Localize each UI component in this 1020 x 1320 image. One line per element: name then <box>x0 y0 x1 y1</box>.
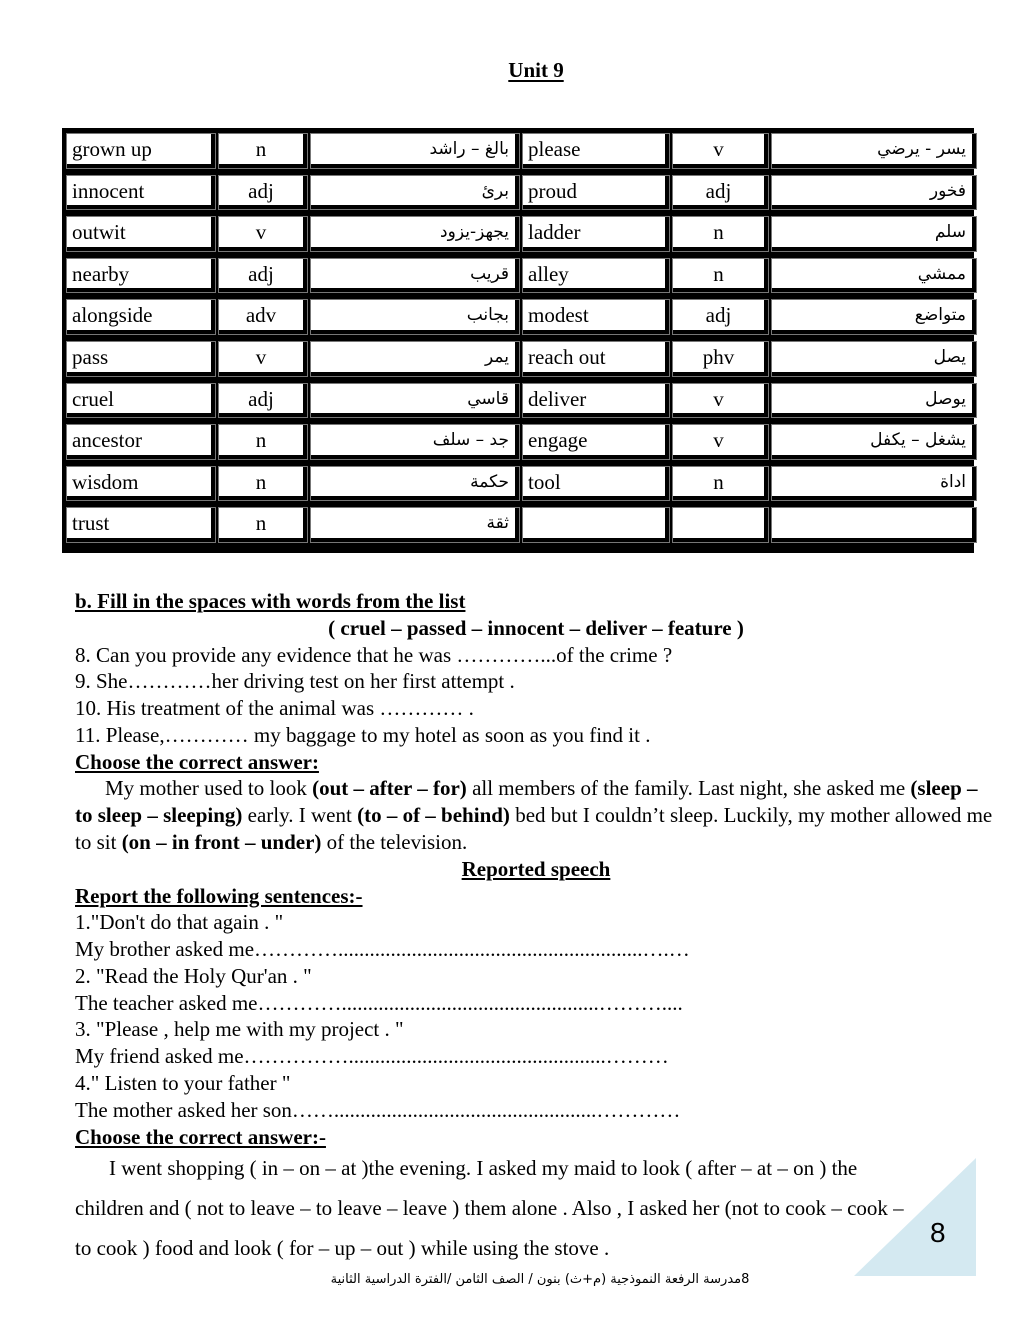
vocab-arabic-meaning: متواضع <box>772 300 976 334</box>
answer-options: (sleep – to sleep – sleeping) <box>75 776 978 827</box>
choose-line-2: children and ( not to leave – to leave – leave ) them alone . Also , I asked her (not to cook – cook – <box>75 1196 904 1220</box>
fill-in-heading: b. Fill in the spaces with words from the list <box>75 589 466 613</box>
choose-line-1: I went shopping ( in – on – at )the evening. I asked my maid to look ( after – at – on ) the <box>109 1156 858 1180</box>
vocab-word: alley <box>523 259 669 293</box>
vocab-word: nearby <box>67 259 215 293</box>
vocab-part-of-speech <box>673 508 768 542</box>
vocab-word: reach out <box>523 342 669 376</box>
vocab-part-of-speech: n <box>673 467 768 501</box>
answer-options: (out – after – for) <box>312 776 467 800</box>
vocab-part-of-speech: adj <box>219 259 307 293</box>
vocab-arabic-meaning: اداة <box>772 467 976 501</box>
paragraph-text: bed but I couldn’t sleep. Luckily, my mother allowed me to sit <box>75 803 993 854</box>
paragraph-text: of the television. <box>321 830 468 854</box>
page-number: 8 <box>930 1217 946 1248</box>
report-answer-3: My friend asked me…………….................................................……… <box>75 1044 669 1068</box>
report-quote-3: 3. "Please , help me with my project . " <box>75 1017 404 1041</box>
vocab-word: trust <box>67 508 215 542</box>
choose-heading-1: Choose the correct answer: <box>75 750 319 774</box>
vocab-arabic-meaning: بجانب <box>311 300 519 334</box>
vocab-word: cruel <box>67 384 215 418</box>
vocabulary-table <box>62 128 974 553</box>
vocab-arabic-meaning: فخور <box>772 176 976 210</box>
vocab-arabic-meaning: بالغ – راشد <box>311 134 519 168</box>
page-title: Unit 9 <box>508 58 564 82</box>
vocab-arabic-meaning: يسر - يرضي <box>772 134 976 168</box>
vocab-arabic-meaning: يصل <box>772 342 976 376</box>
vocab-arabic-meaning <box>772 508 976 542</box>
vocab-part-of-speech: n <box>219 425 307 459</box>
vocab-word: modest <box>523 300 669 334</box>
vocab-arabic-meaning: ممشي <box>772 259 976 293</box>
vocab-part-of-speech: adj <box>219 176 307 210</box>
vocab-word: outwit <box>67 217 215 251</box>
vocab-arabic-meaning: يشغل – يكفل <box>772 425 976 459</box>
vocab-word: pass <box>67 342 215 376</box>
answer-options: (to – of – behind) <box>357 803 510 827</box>
vocab-part-of-speech: adj <box>673 300 768 334</box>
vocab-word: tool <box>523 467 669 501</box>
vocab-part-of-speech: n <box>673 217 768 251</box>
vocab-word: ladder <box>523 217 669 251</box>
vocab-arabic-meaning: يجهز-يزود <box>311 217 519 251</box>
vocab-part-of-speech: v <box>673 384 768 418</box>
vocab-word: grown up <box>67 134 215 168</box>
report-quote-1: 1."Don't do that again . " <box>75 910 284 934</box>
vocab-part-of-speech: n <box>219 134 307 168</box>
vocab-word: ancestor <box>67 425 215 459</box>
vocab-word: please <box>523 134 669 168</box>
paragraph-text: My mother used to look <box>105 776 313 800</box>
fill-item-11: 11. Please,………… my baggage to my hotel as soon as you find it . <box>75 723 651 747</box>
fill-item-8: 8. Can you provide any evidence that he was …………...of the crime ? <box>75 643 673 667</box>
vocab-arabic-meaning: جد – سلف <box>311 425 519 459</box>
vocab-word: wisdom <box>67 467 215 501</box>
report-answer-4: The mother asked her son……..................................................………… <box>75 1098 681 1122</box>
vocab-part-of-speech: phv <box>673 342 768 376</box>
report-answer-2: The teacher asked me………….................................................……….... <box>75 991 683 1015</box>
vocab-word: proud <box>523 176 669 210</box>
fill-item-9: 9. She…………her driving test on her first attempt . <box>75 669 515 693</box>
fill-item-10: 10. His treatment of the animal was ………… . <box>75 696 474 720</box>
vocab-arabic-meaning: برئ <box>311 176 519 210</box>
choose-line-3: to cook ) food and look ( for – up – out ) while using the stove . <box>75 1236 610 1260</box>
vocab-arabic-meaning: سلم <box>772 217 976 251</box>
vocab-arabic-meaning: قريب <box>311 259 519 293</box>
vocab-part-of-speech: n <box>219 508 307 542</box>
choose-heading-2: Choose the correct answer:- <box>75 1125 326 1149</box>
vocab-part-of-speech: v <box>219 217 307 251</box>
vocab-word: engage <box>523 425 669 459</box>
reported-speech-title: Reported speech <box>461 857 611 881</box>
vocab-arabic-meaning: قاسي <box>311 384 519 418</box>
vocab-word: alongside <box>67 300 215 334</box>
vocab-arabic-meaning: ثقة <box>311 508 519 542</box>
footer-school-info: 8مدرسة الرفعة النموذجية (م+ث) بنون / الصف الثامن /الفترة الدراسية الثانية <box>330 1272 750 1287</box>
vocab-part-of-speech: v <box>219 342 307 376</box>
answer-options: (on – in front – under) <box>121 830 322 854</box>
vocab-arabic-meaning: يمر <box>311 342 519 376</box>
vocab-part-of-speech: n <box>673 259 768 293</box>
report-answer-1: My brother asked me…………..........................................................….… <box>75 937 690 961</box>
paragraph-text: early. I went <box>242 803 358 827</box>
vocab-arabic-meaning: حكمة <box>311 467 519 501</box>
vocab-part-of-speech: adj <box>219 384 307 418</box>
paragraph-text: all members of the family. Last night, she asked me <box>466 776 911 800</box>
vocab-word: deliver <box>523 384 669 418</box>
vocab-part-of-speech: n <box>219 467 307 501</box>
report-quote-2: 2. "Read the Holy Qur'an . " <box>75 964 312 988</box>
vocabulary-grid <box>67 131 970 547</box>
report-heading: Report the following sentences:- <box>75 884 363 908</box>
choose-paragraph-1 <box>75 775 1000 856</box>
vocab-part-of-speech: adv <box>219 300 307 334</box>
vocab-word <box>523 508 669 542</box>
vocab-arabic-meaning: يوصل <box>772 384 976 418</box>
report-quote-4: 4." Listen to your father " <box>75 1071 291 1095</box>
word-list: ( cruel – passed – innocent – deliver – feature ) <box>328 616 744 640</box>
vocab-word: innocent <box>67 176 215 210</box>
vocab-part-of-speech: adj <box>673 176 768 210</box>
vocab-part-of-speech: v <box>673 134 768 168</box>
vocab-part-of-speech: v <box>673 425 768 459</box>
